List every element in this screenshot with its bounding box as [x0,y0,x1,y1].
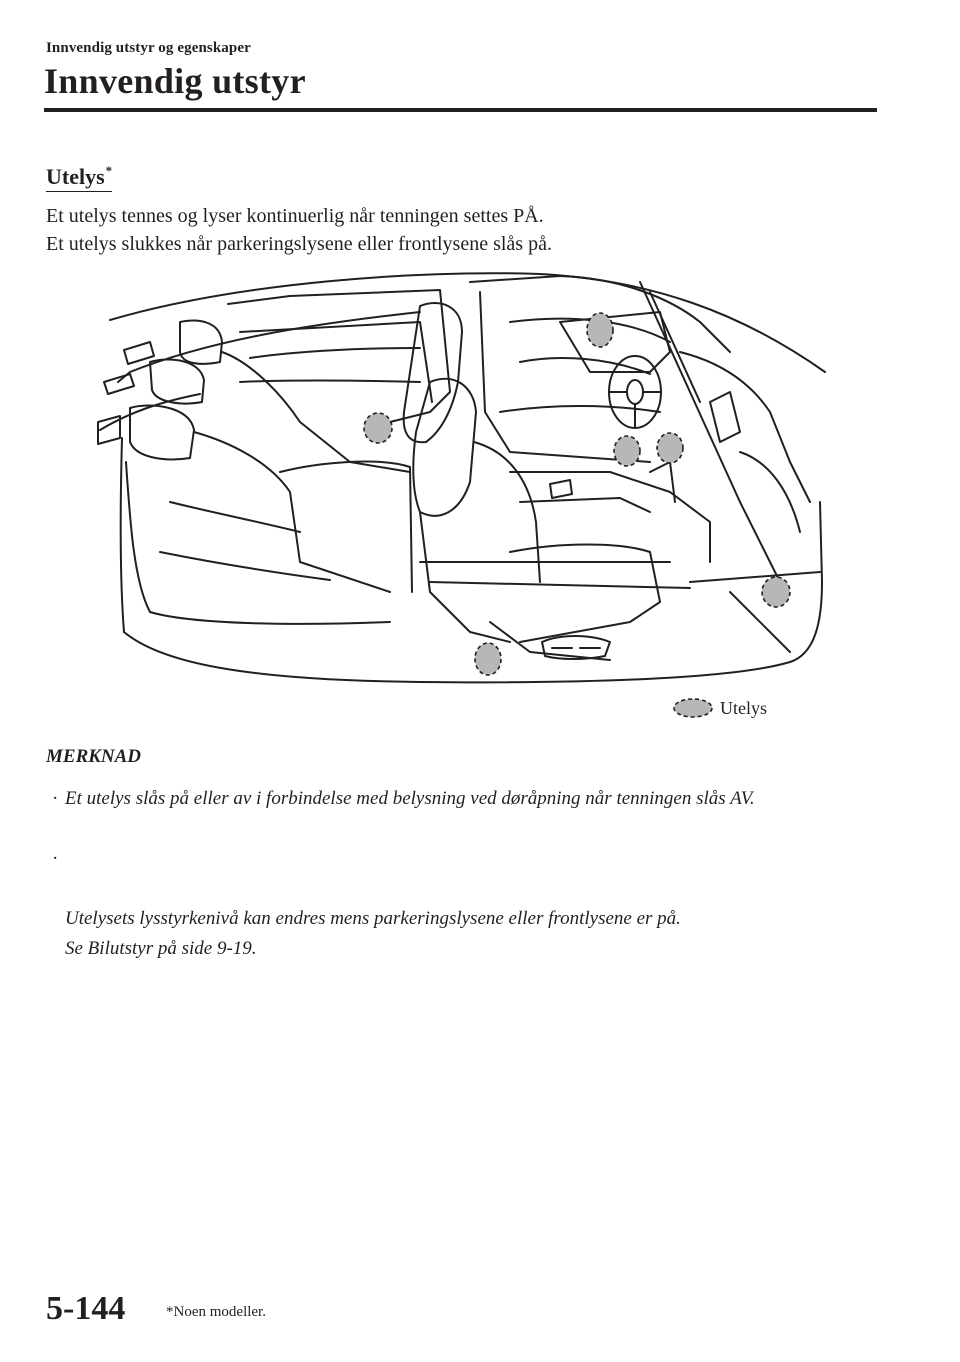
page-number: 5-144 [46,1290,126,1327]
footnote-marker: * [105,163,113,178]
legend-label: Utelys [720,697,767,718]
note-item-text: Et utelys slås på eller av i forbindelse med belysning ved døråpning når tenningen slås AV. [65,788,755,809]
light-marker-dash-left [614,436,640,466]
footnote: *Noen modeller. [166,1304,266,1320]
light-marker-seat [475,643,501,675]
light-marker-rear-door [364,413,392,443]
light-marker-dash-right [657,433,683,463]
title-divider [44,108,877,112]
note-heading: MERKNAD [46,746,142,767]
chapter-label: Innvendig utstyr og egenskaper [46,40,251,56]
note-bullet: · [52,848,59,869]
page-title: Innvendig utstyr [44,61,306,101]
note-item [52,844,872,994]
light-marker-icon [672,697,714,719]
figure-legend [672,694,767,722]
note-item-text: Utelysets lysstyrkenivå kan endres mens parkeringslysene eller frontlysene er på. Se Bilutstyr på side 9-19. [65,908,681,959]
body-line-2: Et utelys slukkes når parkeringslysene eller frontlysene slås på. [46,233,552,255]
note-bullet: · [52,788,59,809]
car-interior-illustration [90,262,830,694]
light-marker-overhead [587,313,613,347]
section-heading [46,164,112,192]
section-heading-text: Utelys [46,164,105,189]
body-line-1: Et utelys tennes og lyser kontinuerlig når tenningen settes PÅ. [46,205,544,227]
note-item [52,784,872,814]
light-marker-front-door [762,577,790,607]
